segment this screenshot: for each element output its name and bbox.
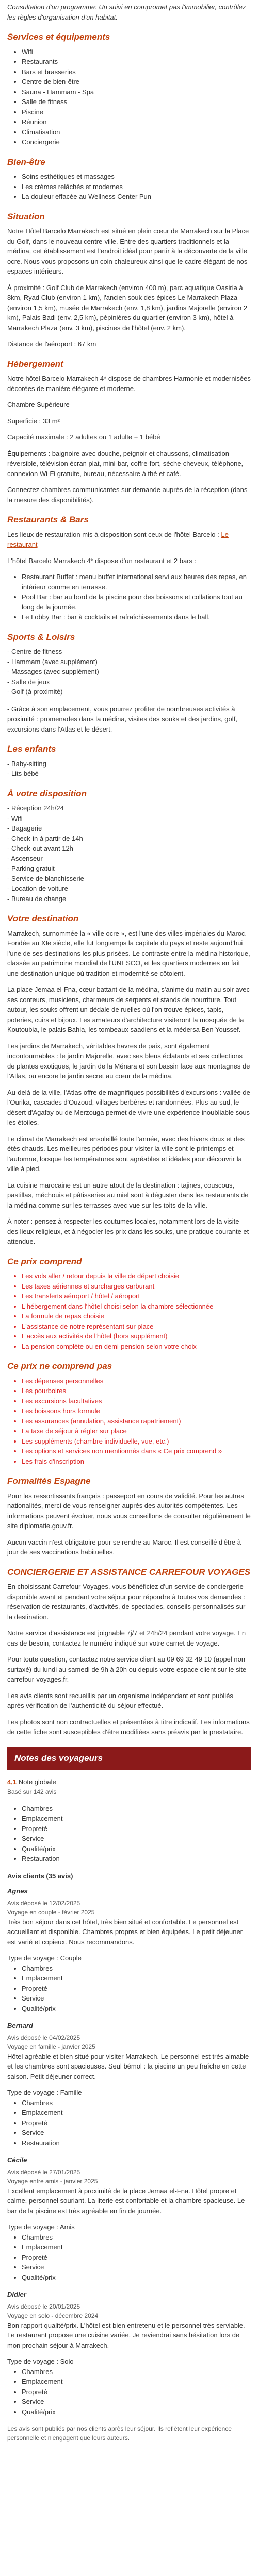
enfants-item: - Lits bébé — [7, 770, 39, 777]
overall-score — [7, 1777, 251, 1797]
conciergerie-title: CONCIERGERIE ET ASSISTANCE CARREFOUR VOYAGES — [7, 1567, 251, 1577]
criteria-item: • Chambres — [22, 1804, 251, 1814]
bien-etre-title: Bien-être — [7, 157, 45, 167]
excl-item: • Les boissons hors formule — [22, 1406, 251, 1416]
services-item: • Climatisation — [22, 127, 251, 138]
check-title: Ce prix comprend — [7, 1256, 82, 1266]
excl-item: • Les pourboires — [22, 1386, 251, 1396]
restaurants-link[interactable]: Le restaurant — [7, 530, 229, 548]
savoir-item: - Bagagerie — [7, 824, 42, 832]
reviews-list — [7, 1886, 251, 2417]
savoir-item: - Bureau de change — [7, 894, 67, 903]
services-item: • Wifi — [22, 47, 251, 57]
situation-distance: Distance de l'aéroport : 67 km — [7, 340, 96, 348]
sports-title: Sports & Loisirs — [7, 632, 75, 642]
savoir-item: - Wifi — [7, 814, 23, 822]
sports-item: - Salle de jeux — [7, 677, 50, 686]
review — [7, 1886, 251, 2013]
conditions-text: Pour les ressortissants français : passeport en cours de validité. Pour les autres nationalités, merci de vous renseigner auprès des autorités compétentes. Les informations peuvent évoluer, nous vous conseillons de consulter régulièrement le site diplomatie.gouv.fr. — [7, 1492, 251, 1530]
hebergement-paragraph: Capacité maximale : 2 adultes ou 1 adulte + 1 bébé — [7, 433, 160, 441]
review-criteria — [7, 2367, 251, 2417]
enfants-list — [7, 759, 251, 779]
enfants-item: - Baby-sitting — [7, 759, 46, 768]
hebergement-title: Hébergement — [7, 359, 63, 369]
situation-paragraph: À proximité : Golf Club de Marrakech (environ 400 m), parc aquatique Oasiria à 8km, Ryad Club (environ 1 km), l'ancien souk des épices Le Marrakech Plaza (environ 1,5 km), musée de Marrakech (env. 1,8 km), jardins Majorelle (environ 2 km), Palais Badi (env. 2,5 km), pépinières du quartier (environ 3 km), hôtel à Marrakech Plaza (env. 3 km), piscines de l'hôtel (env. 2 km). — [7, 283, 248, 332]
bien-etre-item: • Soins esthétiques et massages — [22, 172, 251, 182]
review — [7, 2155, 251, 2282]
conciergerie-paragraph: Notre service d'assistance est joignable 7j/7 et 24h/24 pendant votre voyage. En cas de besoin, contactez le numéro indiqué sur votre carnet de voyage. — [7, 1629, 246, 1647]
restaurants-item: • Restaurant Buffet : menu buffet international servi aux heures des repas, en intérieur comme en terrasse. — [22, 572, 251, 592]
review-criterion: • Service — [22, 2397, 251, 2407]
review-text: Hôtel agréable et bien situé pour visiter Marrakech. Le personnel est très aimable et les chambres sont spacieuses. Seul bémol : la piscine un peu fraîche en cette saison. Petit déjeuner correct. — [7, 2052, 249, 2080]
check-item: • La pension complète ou en demi-pension selon votre choix — [22, 1342, 251, 1352]
review-criterion: • Emplacement — [22, 1973, 251, 1984]
hebergement-paragraph: Notre hôtel Barcelo Marrakech 4* dispose de chambres Harmonie et modernisées décorées de manière élégante et moderne. — [7, 375, 251, 393]
sports-list — [7, 647, 251, 697]
restaurants-lead-text: Les lieux de restauration mis à disposition sont ceux de l'hôtel Barcelo : — [7, 530, 219, 538]
review-criterion: • Service — [22, 1993, 251, 2004]
infos-paragraph: La cuisine marocaine est un autre atout de la destination : tajines, couscous, pastillas, méchouis et pâtisseries au miel sont à déguster dans les restaurants de la médina comme sur les terrasses avec vue sur les toits de la ville. — [7, 1181, 249, 1209]
bien-etre-item: • La douleur effacée au Wellness Center Pun — [22, 192, 251, 202]
reviews-final-note: Les avis sont publiés par nos clients après leur séjour. Ils reflètent leur expérience personnelle et n'engagent que leurs auteurs. — [7, 2425, 232, 2442]
review-meta: Voyage en solo - décembre 2024 — [7, 2312, 99, 2319]
review-meta: Voyage en couple - février 2025 — [7, 1908, 95, 1916]
situation-paragraph: Notre Hôtel Barcelo Marrakech est situé en plein cœur de Marrakech sur la Place du Golf, dans le nouveau centre-ville. Entre des quartiers traditionnels et la médina, cet établissement est l'endroit idéal pour partir à la découverte de la ville ocre. Nous vous proposons un coin chaleureux ainsi que le cadre élégant de nos espaces intérieurs. — [7, 227, 249, 275]
services-item: • Bars et brasseries — [22, 67, 251, 77]
review-criterion: • Propreté — [22, 1984, 251, 1994]
reviews-subtitle: Avis clients (35 avis) — [7, 1872, 73, 1880]
enfants-title: Les enfants — [7, 744, 56, 754]
hebergement-paragraphs — [7, 374, 251, 505]
services-item: • Conciergerie — [22, 137, 251, 147]
restaurants-paragraph: L'hôtel Barcelo Marrakech 4* dispose d'un restaurant et 2 bars : — [7, 556, 197, 565]
savoir-item: - Check-out avant 12h — [7, 844, 73, 852]
excl-item: • Les frais d'inscription — [22, 1456, 251, 1467]
infos-paragraph: Les jardins de Marrakech, véritables havres de paix, sont également incontournables : le jardin Majorelle, avec ses bleus éclatants et ses collections de plantes exotiques, le jardin de la Ménara et son bassin face aux montagnes de l'Atlas, ou encore le jardin secret au cœur de la médina. — [7, 1042, 250, 1080]
overall-score-label: Note globale — [18, 1778, 56, 1786]
restaurants-item: • Pool Bar : bar au bord de la piscine pour des boissons et collations tout au long de la journée. — [22, 592, 251, 612]
criteria-item: • Qualité/prix — [22, 1844, 251, 1854]
restaurants-title: Restaurants & Bars — [7, 515, 89, 524]
review-criterion: • Chambres — [22, 2367, 251, 2377]
review-criterion: • Propreté — [22, 2252, 251, 2263]
conciergerie-paragraph: Les photos sont non contractuelles et présentées à titre indicatif. Les informations de cette fiche sont susceptibles d'être modifiées sans préavis par le prestataire. — [7, 1718, 250, 1736]
sports-item: - Centre de fitness — [7, 648, 62, 655]
restaurants-lead — [7, 530, 251, 550]
review-criterion: • Emplacement — [22, 2108, 251, 2118]
excl-item: • Les excursions facultatives — [22, 1396, 251, 1406]
services-item: • Sauna - Hammam - Spa — [22, 87, 251, 97]
excl-item: • Les options et services non mentionnés dans « Ce prix comprend » — [22, 1446, 251, 1456]
check-item: • La formule de repas choisie — [22, 1311, 251, 1321]
restaurants-item: • Le Lobby Bar : bar à cocktails et rafraîchissements dans le hall. — [22, 612, 251, 622]
savoir-item: - Ascenseur — [7, 854, 43, 862]
criteria-item: • Service — [22, 1834, 251, 1844]
bien-etre-list — [7, 172, 251, 202]
review-author: Agnes — [7, 1887, 28, 1895]
check-item: • Les vols aller / retour depuis la ville de départ choisie — [22, 1271, 251, 1281]
review-author: Cécile — [7, 2156, 27, 2164]
reviews-count: Basé sur 142 avis — [7, 1788, 57, 1795]
review-type: Type de voyage : Solo — [7, 2358, 74, 2365]
savoir-item: - Service de blanchisserie — [7, 874, 84, 883]
conciergerie-paragraph: Les avis clients sont recueillis par un organisme indépendant et sont publiés après vérification de l'authenticité du séjour effectué. — [7, 1691, 233, 1709]
excl-title: Ce prix ne comprend pas — [7, 1361, 112, 1371]
sports-item: - Hammam (avec supplément) — [7, 657, 98, 666]
review-criterion: • Service — [22, 2262, 251, 2273]
review-criterion: • Restauration — [22, 2138, 251, 2148]
infos-paragraph: La place Jemaa el-Fna, cœur battant de la médina, s'anime du matin au soir avec ses conteurs, musiciens, charmeurs de serpents et stands de nourriture. Tout autour, les souks offrent un dédale de ruelles où l'on trouve épices, tapis, poteries, cuirs et bijoux. Les amateurs d'architecture visiteront la mosquée de la Koutoubia, le palais Bahia, les tombeaux saadiens et la médersa Ben Youssef. — [7, 986, 250, 1033]
review-date: Avis déposé le 04/02/2025 — [7, 2033, 80, 2041]
bien-etre-item: • Les crèmes relâchés et modernes — [22, 182, 251, 192]
review-author: Bernard — [7, 2022, 33, 2029]
criteria-item: • Propreté — [22, 1824, 251, 1834]
check-list — [7, 1271, 251, 1351]
review-criteria — [7, 2232, 251, 2283]
savoir-item: - Réception 24h/24 — [7, 804, 64, 812]
review-criterion: • Emplacement — [22, 2377, 251, 2387]
savoir-list — [7, 803, 251, 904]
excl-list — [7, 1376, 251, 1467]
infos-paragraph: À noter : pensez à respecter les coutumes locales, notamment lors de la visite des lieux religieux, et à négocier les prix dans les souks, une pratique courante et attendue. — [7, 1217, 249, 1245]
review-criterion: • Qualité/prix — [22, 2407, 251, 2417]
overall-score-value: 4,1 — [7, 1778, 17, 1786]
review-type: Type de voyage : Amis — [7, 2223, 75, 2231]
conciergerie-paragraph: En choisissant Carrefour Voyages, vous bénéficiez d'un service de conciergerie disponible avant et pendant votre séjour pour répondre à toutes vos demandes : réservation de restaurants, d'activités, de spectacles, conseils personnalisés sur la destination. — [7, 1583, 246, 1621]
situation-title: Situation — [7, 211, 45, 222]
review-criteria — [7, 2098, 251, 2148]
review-criterion: • Chambres — [22, 2232, 251, 2243]
conciergerie-paragraphs — [7, 1582, 251, 1737]
infos-paragraph: Marrakech, surnommée la « ville ocre », est l'une des villes impériales du Maroc. Fondée au XIe siècle, elle fut longtemps la capitale du pays et reste aujourd'hui l'une de ses destinations les plus prisées. Le contraste entre la médina historique, classée au patrimoine mondial de l'UNESCO, et les quartiers modernes en fait une destination unique où tradition et modernité se côtoient. — [7, 929, 250, 977]
review-meta: Voyage entre amis - janvier 2025 — [7, 2177, 98, 2185]
review-date: Avis déposé le 20/01/2025 — [7, 2302, 80, 2310]
savoir-item: - Check-in à partir de 14h — [7, 834, 83, 842]
review-type: Type de voyage : Famille — [7, 2089, 82, 2096]
savoir-title: À votre disposition — [7, 788, 87, 799]
services-item: • Centre de bien-être — [22, 77, 251, 87]
conciergerie-paragraph: Pour toute question, contactez notre service client au 09 69 32 49 10 (appel non surtaxé) du lundi au samedi de 9h à 20h ou depuis votre espace client sur le site carrefour-voyages.fr. — [7, 1655, 247, 1683]
sports-paragraph: - Grâce à son emplacement, vous pourrez profiter de nombreuses activités à proximité : promenades dans la médina, visites des souks et des jardins, golf, excursions dans l'Atlas et le désert. — [7, 705, 237, 733]
savoir-item: - Location de voiture — [7, 885, 68, 892]
check-item: • L'accès aux activités de l'hôtel (hors supplément) — [22, 1331, 251, 1342]
services-list — [7, 47, 251, 147]
excl-item: • Les suppléments (chambre individuelle, vue, etc.) — [22, 1436, 251, 1447]
review — [7, 2021, 251, 2148]
sports-item: - Massages (avec supplément) — [7, 668, 99, 675]
hebergement-paragraph: Connectez chambres communicantes sur demande auprès de la réception (dans la mesure des disponibilités). — [7, 486, 248, 504]
review-text: Bon rapport qualité/prix. L'hôtel est bien entretenu et le personnel très serviable. Le restaurant propose une cuisine variée. Je reviendrai sans hésitation lors de mon prochain séjour à Marrakech. — [7, 2321, 245, 2349]
services-item: • Salle de fitness — [22, 97, 251, 107]
review-criterion: • Qualité/prix — [22, 2004, 251, 2014]
infos-title: Votre destination — [7, 913, 79, 923]
review-text: Très bon séjour dans cet hôtel, très bien situé et confortable. Le personnel est accueillant et disponible. Chambres propres et bien équipées. Le petit déjeuner est varié et copieux. Nous recommandons. — [7, 1918, 243, 1946]
criteria-item: • Emplacement — [22, 1814, 251, 1824]
review-criterion: • Chambres — [22, 1963, 251, 1974]
review — [7, 2290, 251, 2417]
sports-item: - Golf (à proximité) — [7, 688, 63, 696]
criteria-list — [7, 1804, 251, 1864]
services-item: • Restaurants — [22, 57, 251, 67]
review-date: Avis déposé le 27/01/2025 — [7, 2168, 80, 2176]
savoir-item: - Parking gratuit — [7, 865, 55, 872]
services-item: • Piscine — [22, 107, 251, 117]
excl-item: • La taxe de séjour à régler sur place — [22, 1426, 251, 1436]
check-item: • Les taxes aériennes et surcharges carburant — [22, 1281, 251, 1292]
services-item: • Réunion — [22, 117, 251, 127]
review-criteria — [7, 1963, 251, 2014]
situation-paragraphs — [7, 226, 251, 333]
conditions-title: Formalités Espagne — [7, 1476, 91, 1486]
infos-paragraph: Le climat de Marrakech est ensoleillé toute l'année, avec des hivers doux et des étés chauds. Les meilleures périodes pour visiter la ville sont le printemps et l'automne, lorsque les températures sont agréables et idéales pour découvrir la ville à pied. — [7, 1134, 245, 1173]
review-criterion: • Propreté — [22, 2387, 251, 2397]
hebergement-paragraph: Chambre Supérieure — [7, 401, 70, 409]
review-criterion: • Chambres — [22, 2098, 251, 2108]
reviews-banner: Notes des voyageurs — [7, 1747, 251, 1770]
intro-text: Consultation d'un programme: Un suivi en compromet pas l'immobilier, contrôlez les règles d'organisation d'un habitat. — [7, 3, 246, 21]
vaccines-text: Aucun vaccin n'est obligatoire pour se rendre au Maroc. Il est conseillé d'être à jour de ses vaccinations habituelles. — [7, 1538, 241, 1556]
hebergement-paragraph: Superficie : 33 m² — [7, 417, 60, 425]
criteria-item: • Restauration — [22, 1854, 251, 1864]
check-item: • L'assistance de notre représentant sur place — [22, 1321, 251, 1332]
infos-paragraphs — [7, 928, 251, 1247]
restaurants-list — [7, 572, 251, 622]
hebergement-paragraph: Équipements : baignoire avec douche, peignoir et chaussons, climatisation réversible, télévision écran plat, mini-bar, coffre-fort, sèche-cheveux, téléphone, connexion Wi-Fi gratuite, bureau, nécessaire à thé et café. — [7, 449, 244, 478]
excl-item: • Les assurances (annulation, assistance rapatriement) — [22, 1416, 251, 1427]
excl-item: • Les dépenses personnelles — [22, 1376, 251, 1386]
review-criterion: • Emplacement — [22, 2242, 251, 2252]
review-criterion: • Propreté — [22, 2118, 251, 2128]
review-meta: Voyage en famille - janvier 2025 — [7, 2043, 95, 2050]
services-title: Services et équipements — [7, 32, 110, 42]
review-date: Avis déposé le 12/02/2025 — [7, 1899, 80, 1907]
check-item: • Les transferts aéroport / hôtel / aéroport — [22, 1291, 251, 1301]
review-author: Didier — [7, 2291, 26, 2298]
review-text: Excellent emplacement à proximité de la place Jemaa el-Fna. Hôtel propre et calme, personnel souriant. La literie est confortable et la chambre spacieuse. Le bar de la piscine est très agréable en fin de journée. — [7, 2187, 245, 2215]
check-item: • L'hébergement dans l'hôtel choisi selon la chambre sélectionnée — [22, 1301, 251, 1312]
infos-paragraph: Au-delà de la ville, l'Atlas offre de magnifiques possibilités d'excursions : vallée de l'Ourika, cascades d'Ouzoud, villages berbères et randonnées. Plus au sud, le désert d'Agafay ou de Merzouga permet de vivre une expérience inoubliable sous les étoiles. — [7, 1088, 250, 1126]
review-criterion: • Qualité/prix — [22, 2273, 251, 2283]
review-type: Type de voyage : Couple — [7, 1954, 82, 1962]
review-criterion: • Service — [22, 2128, 251, 2138]
